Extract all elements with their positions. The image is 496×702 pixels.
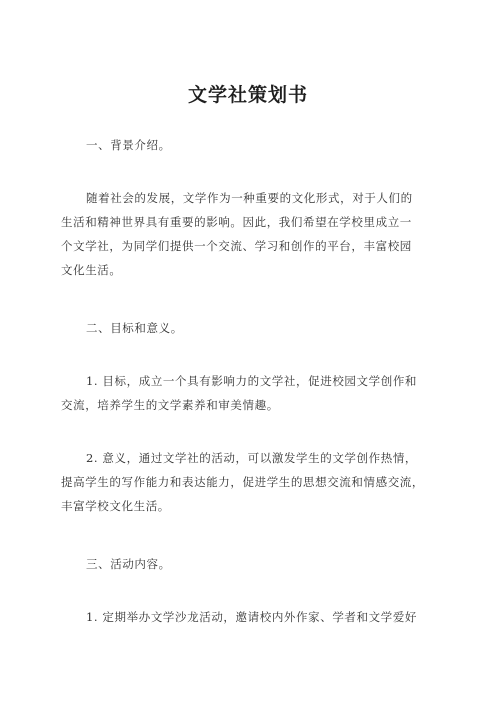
section-heading-goals: 二、目标和意义。 [86,321,183,335]
paragraph-line: 交流，培养学生的文学素养和审美情趣。 [61,398,279,412]
paragraph-line: 1. 定期举办文学沙龙活动，邀请校内外作家、学者和文学爱好 [86,610,418,624]
paragraph-line: 生活和精神世界具有重要的影响。因此，我们希望在学校里成立一 [61,215,412,229]
paragraph-line: 提高学生的写作能力和表达能力，促进学生的思想交流和情感交流， [61,475,424,489]
document-title: 文学社策划书 [187,84,308,106]
paragraph-line: 丰富学校文化生活。 [61,499,170,513]
section-heading-activities: 三、活动内容。 [86,557,171,571]
section-heading-background: 一、背景介绍。 [86,138,171,152]
paragraph-line: 1. 目标，成立一个具有影响力的文学社，促进校园文学创作和 [86,374,418,388]
paragraph-line: 文化生活。 [61,263,122,277]
paragraph-line: 随着社会的发展，文学作为一种重要的文化形式，对于人们的 [86,191,413,205]
paragraph-line: 2. 意义，通过文学社的活动，可以激发学生的文学创作热情， [86,451,418,465]
paragraph-line: 个文学社，为同学们提供一个交流、学习和创作的平台，丰富校园 [61,239,412,253]
